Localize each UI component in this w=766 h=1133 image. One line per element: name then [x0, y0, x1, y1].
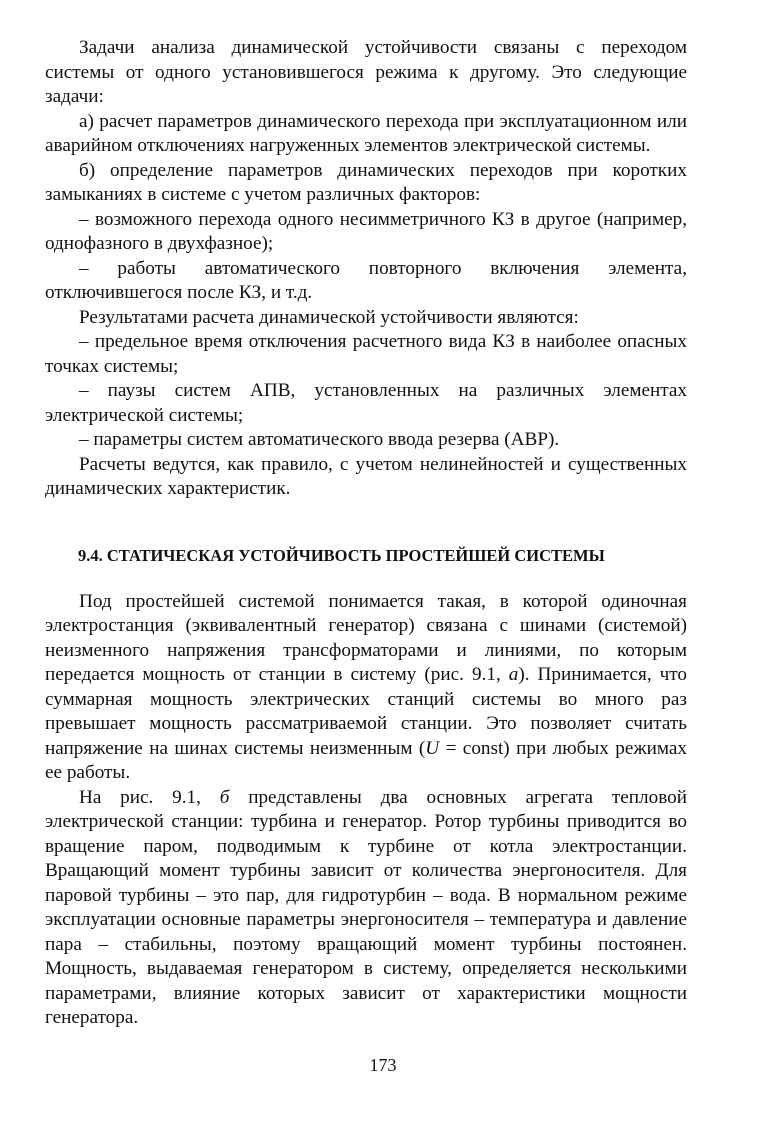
conclusion-paragraph: Расчеты ведутся, как правило, с учетом нелинейностей и существенных динамических характеристик.: [45, 453, 687, 499]
list-item: – работы автоматического повторного включения элемента, отключившегося после КЗ, и т.д.: [45, 257, 687, 303]
task-b-paragraph: б) определение параметров динамических переходов при коротких замыканиях в системе с учетом различных факторов:: [45, 159, 687, 205]
body-paragraph-1: Под простейшей системой понимается такая, в которой одиночная электростанция (эквивалентный генератор) связана с шинами (системой) неизменного напряжения трансформаторами и линиями, по которым передается мощность от станции в систему (рис. 9.1, а). Принимается, что суммарная мощность электрических станций системы во много раз превышает мощность рассматриваемой станции. Это позволяет считать напряжение на шинах системы неизменным (U = const) при любых режимах ее работы.: [45, 590, 687, 783]
intro-paragraph: Задачи анализа динамической устойчивости связаны с переходом системы от одного установившегося режима к другому. Это следующие задачи:: [45, 37, 687, 107]
spacer: [45, 568, 687, 590]
page-number: 173: [369, 1055, 397, 1075]
section-heading: 9.4. СТАТИЧЕСКАЯ УСТОЙЧИВОСТЬ ПРОСТЕЙШЕЙ СИСТЕМЫ: [78, 545, 605, 565]
task-a-paragraph: а) расчет параметров динамического перехода при эксплуатационном или аварийном отключениях нагруженных элементов электрической системы.: [45, 110, 687, 156]
body-paragraph-2: На рис. 9.1, б представлены два основных агрегата тепловой электрической станции: турбина и генератор. Ротор турбины приводится во вращение паром, подводимым к турбине от котла электростанции. Вращающий момент турбины зависит от количества энергоносителя. Для паровой турбины – это пар, для гидротурбин – вода. В нормальном режиме эксплуатации основные параметры энергоносителя – температура и давление пара – стабильны, поэтому вращающий момент турбины постоянен. Мощность, выдаваемая генератором в систему, определяется несколькими параметрами, влияние которых зависит от характеристики мощности генератора.: [45, 786, 687, 1028]
results-paragraph: Результатами расчета динамической устойчивости являются:: [79, 306, 579, 328]
list-item: – возможного перехода одного несимметричного КЗ в другое (например, однофазного в двухфазное);: [45, 208, 687, 254]
list-item: – предельное время отключения расчетного вида КЗ в наиболее опасных точках системы;: [45, 331, 687, 377]
list-item: – паузы систем АПВ, установленных на различных элементах электрической системы;: [45, 380, 687, 426]
page-content: [45, 36, 687, 1031]
list-item: – параметры систем автоматического ввода резерва (АВР).: [79, 429, 560, 450]
